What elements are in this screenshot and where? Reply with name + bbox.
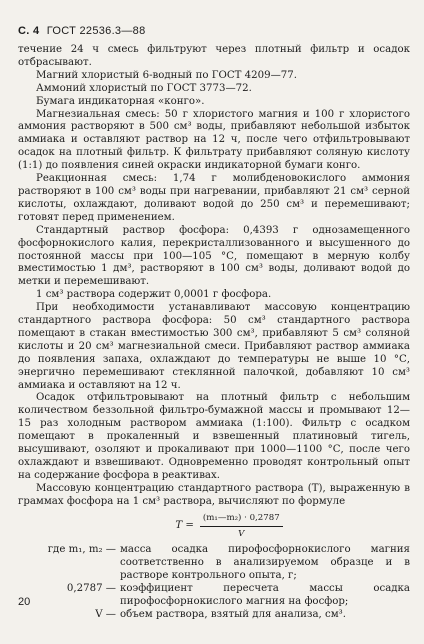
definition-row [18,544,410,583]
paragraph: Магнезиальная смесь: 50 г хлористого магния и 100 г хлористого аммония растворяют в 500 см³ воды, прибавляют небольшой избыток аммиака и оставляют раствор на 12 ч, после чего отфильтровывают осадок на плотный фильтр. К фильтрату прибавляют соляную кислоту (1:1) до появления синей окраски индикаторной бумаги конго. [18,108,410,172]
formula [48,512,410,541]
definition-text: объем раствора, взятый для анализа, см³. [120,608,346,620]
page-label: С. 4 [18,25,40,37]
paragraph: Осадок отфильтровывают на плотный фильтр с небольшим количеством беззольной фильтро-бумажной массы и промывают 12—15 раз холодным раствором аммиака (1:100). Фильтр с осадком помещают в прокаленный и взвешенный платиновый тигель, высушивают, озоляют и прокаливают при 1000—1100 °С, после чего охлаждают и взвешивают. Одновременно проводят контрольный опыт на содержание фосфора в реактивах. [18,392,410,481]
definition-term: V — [95,608,116,620]
formula-denominator: V [238,528,245,539]
paragraph: Массовую концентрацию стандартного раствора (Т), выраженную в граммах фосфора на 1 см³ раствора, вычисляют по формуле [18,482,410,507]
paragraph: Магний хлористый 6-водный по ГОСТ 4209—77. [36,69,297,81]
page-header [18,25,149,37]
paragraph: При необходимости устанавливают массовую концентрацию стандартного раствора фосфора: 50 см³ стандартного раствора помещают в стакан вместимостью 300 см³, прибавляют 5 см³ соляной кислоты и 20 см³ магнезиальной смеси. Прибавляют раствор аммиака до появления запаха, охлаждают до температуры не выше 10 °С, энергично перемешивают стеклянной палочкой, добавляют 10 см³ аммиака и оставляют на 12 ч. [18,302,410,391]
paragraph: Аммоний хлористый по ГОСТ 3773—72. [36,82,252,94]
standard-code: ГОСТ 22536.3—88 [46,25,146,37]
definition-row [18,583,410,609]
formula-lhs: T = [175,519,194,531]
formula-fraction [200,512,283,541]
document-body [18,44,410,622]
paragraph: Стандартный раствор фосфора: 0,4393 г однозамещенного фосфорнокислого калия, перекристаллизованного и высушенного до постоянной массы при 100—105 °С, помещают в мерную колбу вместимостью 1 дм³, растворяют в 100 см³ воды, доливают водой до метки и перемешивают. [18,224,410,288]
page-number: 20 [18,596,31,608]
definition-row [18,609,410,622]
paragraph: Бумага индикаторная «конго». [36,95,205,107]
definition-text: масса осадка пирофосфорнокислого магния соответственно в анализируемом образце и в растворе контрольного опыта, г; [120,544,410,582]
definitions-list [18,544,410,621]
paragraph: Реакционная смесь: 1,74 г молибденовокислого аммония растворяют в 100 см³ воды при нагревании, прибавляют 21 см³ серной кислоты, охлаждают, доливают водой до 250 см³ и перемешивают; готовят перед применением. [18,173,410,223]
definition-term: 0,2787 — [66,583,116,595]
definition-text: коэффициент пересчета массы осадка пирофосфорнокислого магния на фосфор; [120,583,410,608]
formula-numerator: (m₁—m₂) · 0,2787 [200,512,283,527]
definition-term: где m₁, m₂ — [47,544,116,556]
paragraph: 1 см³ раствора содержит 0,0001 г фосфора. [36,289,272,301]
paragraph: течение 24 ч смесь фильтруют через плотный фильтр и осадок отбрасывают. [18,44,410,68]
